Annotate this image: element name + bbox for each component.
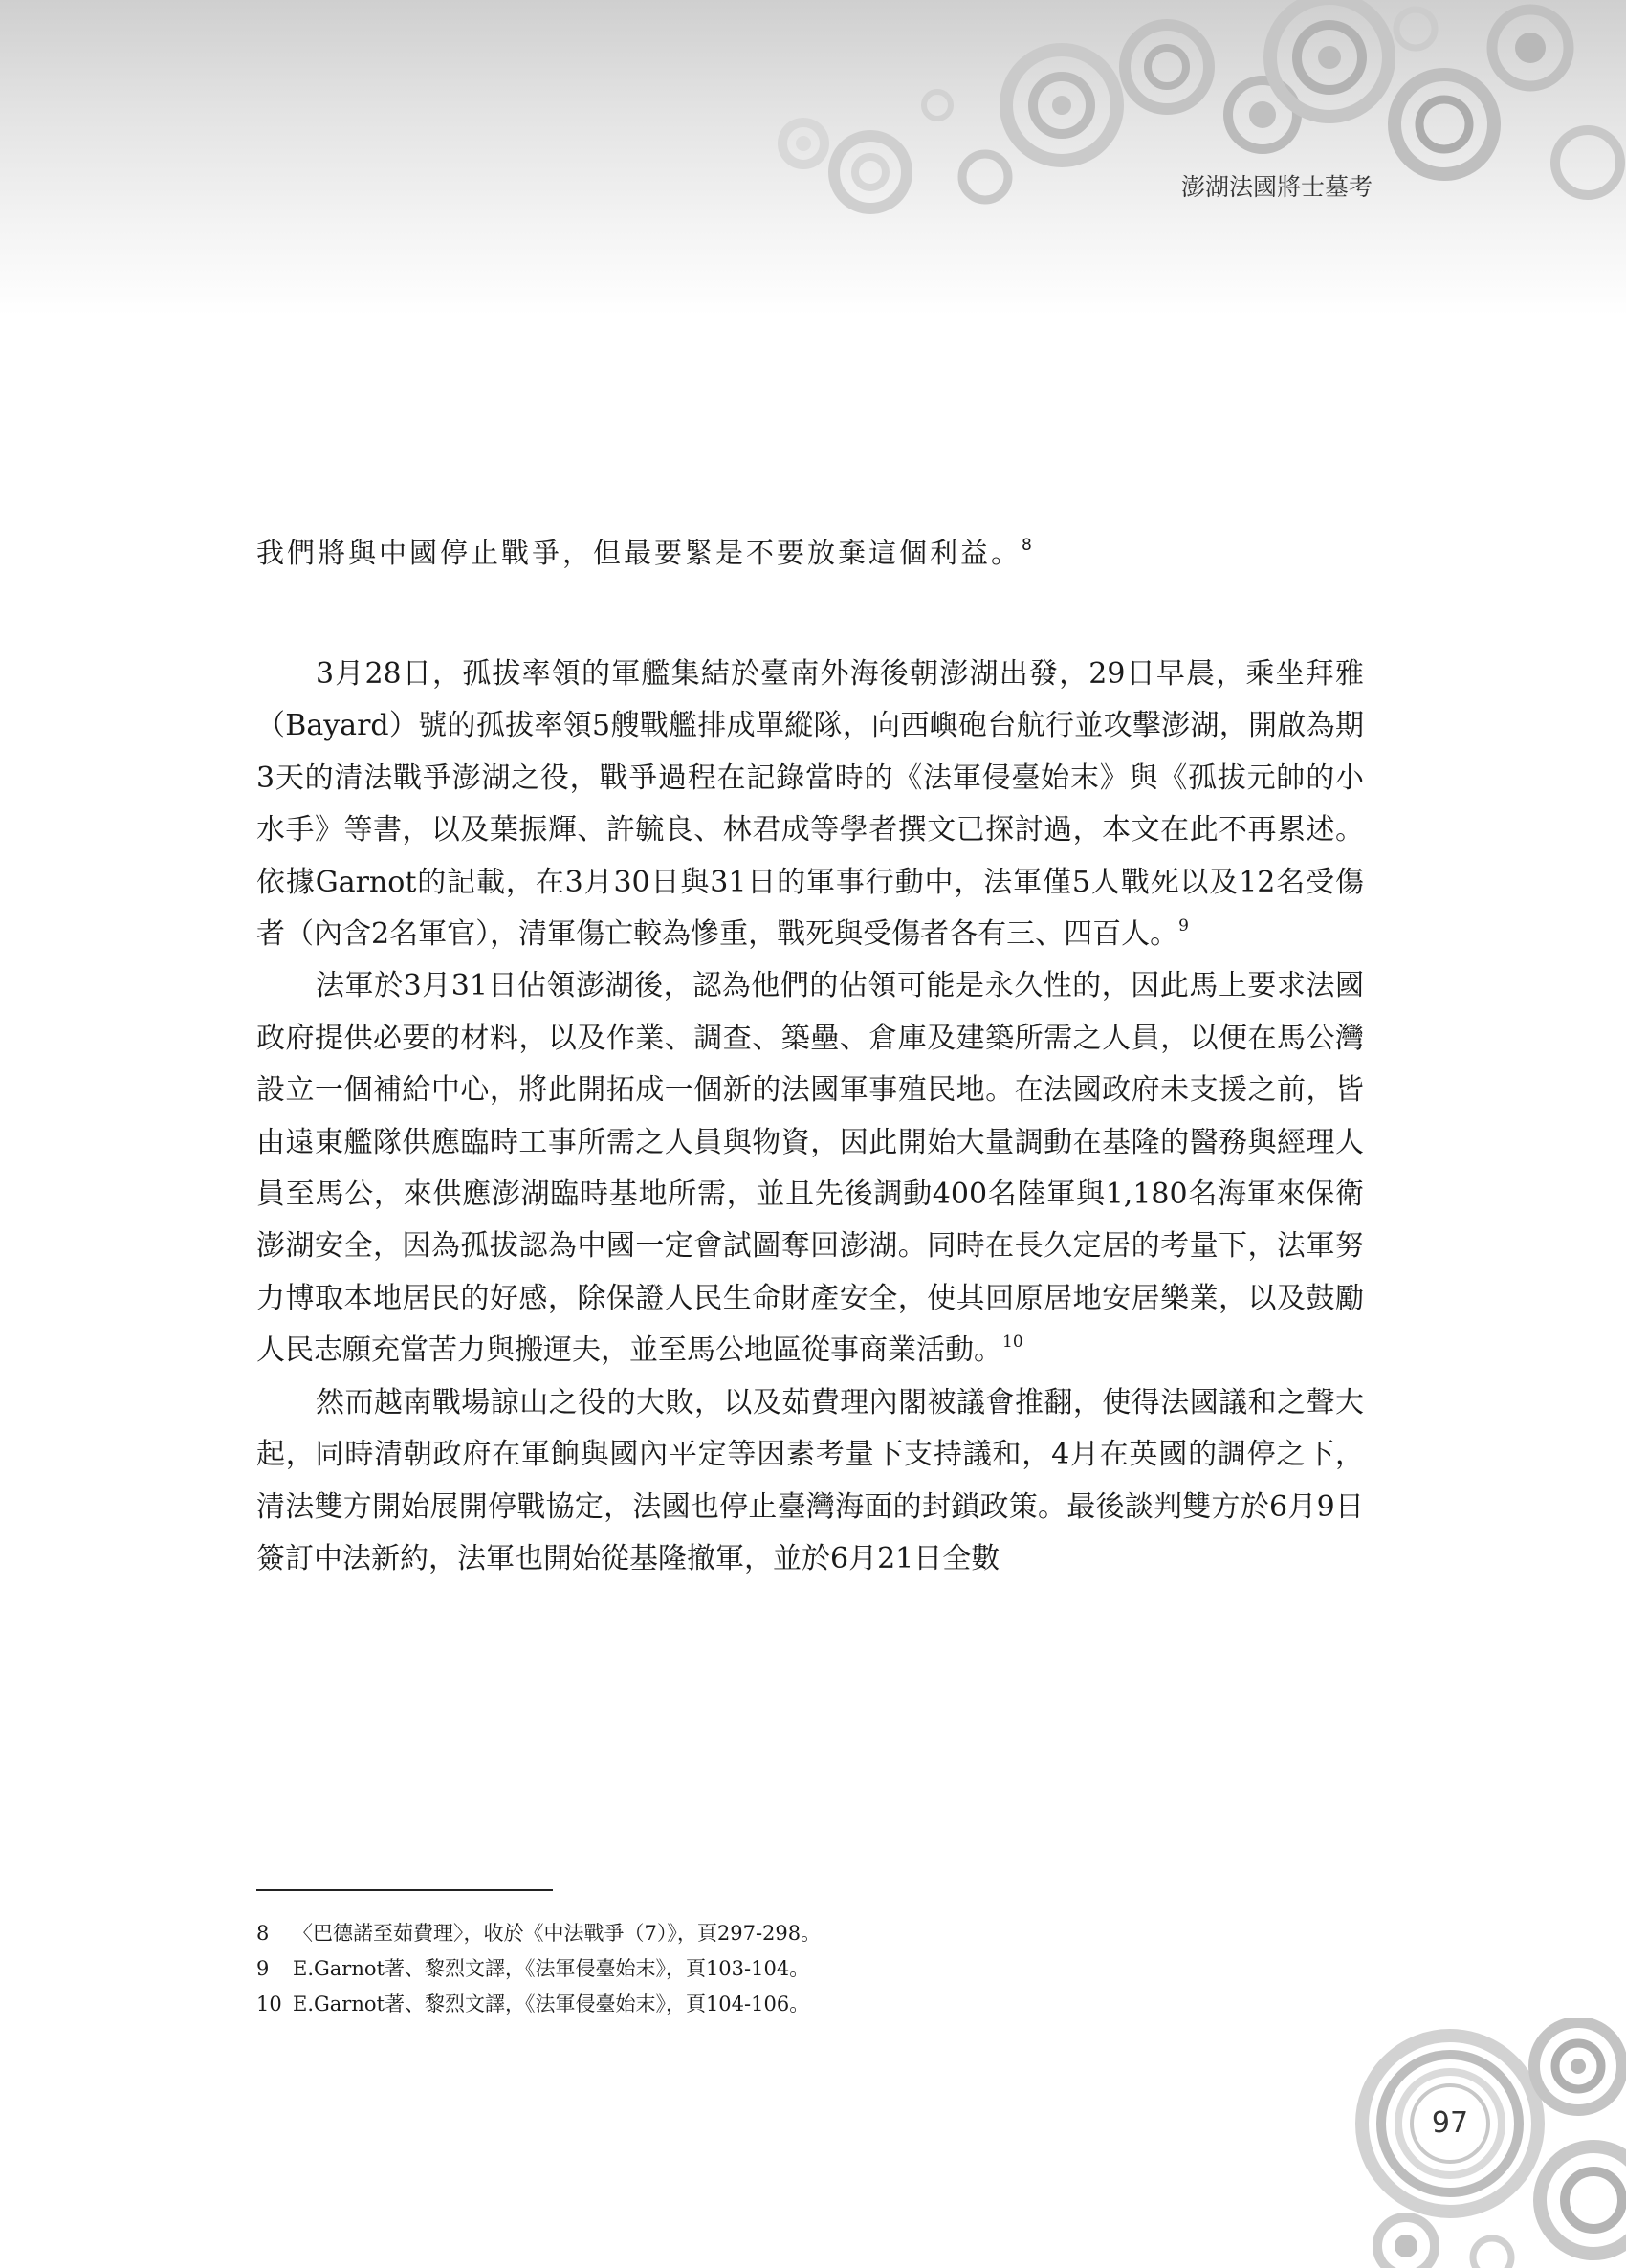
body-paragraph: [256, 1377, 1364, 1586]
footnote: [256, 1987, 1117, 2022]
paragraph-text: 3月28日，孤拔率領的軍艦集結於臺南外海後朝澎湖出發，29日早晨，乘坐拜雅（Bayard）號的孤拔率領5艘戰艦排成單縱隊，向西嶼砲台航行並攻擊澎湖，開啟為期3天的清法戰爭澎湖之役，戰爭過程在記錄當時的《法軍侵臺始末》與《孤拔元帥的小水手》等書，以及葉振輝、許毓良、林君成等學者撰文已探討過，本文在此不再累述。依據Garnot的記載，在3月30日與31日的軍事行動中，法軍僅5人戰死以及12名受傷者（內含2名軍官），清軍傷亡較為慘重，戰死與受傷者各有三、四百人。: [256, 657, 1364, 952]
footnote-number: 10: [256, 1993, 282, 2015]
body-text: [256, 649, 1364, 1585]
footnote-ref: 10: [1002, 1332, 1023, 1353]
header-circles-decoration: [746, 0, 1626, 268]
running-header-title: 澎湖法國將士墓考: [1181, 173, 1373, 201]
paragraph-text: 然而越南戰場諒山之役的大敗，以及茹費理內閣被議會推翻，使得法國議和之聲大起，同時清朝政府在軍餉與國內平定等因素考量下支持議和，4月在英國的調停之下，清法雙方開始展開停戰協定，法國也停止臺灣海面的封鎖政策。最後談判雙方於6月9日簽訂中法新約，法軍也開始從基隆撤軍，並於6月21日全數: [256, 1385, 1364, 1575]
footer-circles-decoration: [1349, 2018, 1626, 2268]
paragraph-text: 法軍於3月31日佔領澎湖後，認為他們的佔領可能是永久性的，因此馬上要求法國政府提供必要的材料，以及作業、調查、築壘、倉庫及建築所需之人員，以便在馬公灣設立一個補給中心，將此開拓成一個新的法國軍事殖民地。在法國政府未支援之前，皆由遠東艦隊供應臨時工事所需之人員與物資，因此開始大量調動在基隆的醫務與經理人員至馬公，來供應澎湖臨時基地所需，並且先後調動400名陸軍與1,180名海軍來保衛澎湖安全，因為孤拔認為中國一定會試圖奪回澎湖。同時在長久定居的考量下，法軍努力博取本地居民的好感，除保證人民生命財產安全，使其回原居地安居樂業，以及鼓勵人民志願充當苦力與搬運夫，並至馬公地區從事商業活動。: [256, 969, 1364, 1368]
footnote-divider: [256, 1889, 553, 1891]
footnote: [256, 1916, 1117, 1951]
footnotes: [256, 1916, 1117, 2022]
footnote-number: 9: [256, 1957, 270, 1980]
quote-line: [256, 529, 1213, 577]
footnote-text: 〈巴德諾至茹費理〉，收於《中法戰爭（7）》，頁297-298。: [293, 1922, 822, 1945]
body-paragraph: [256, 649, 1364, 960]
page-number: 97: [1431, 2106, 1469, 2140]
body-paragraph: [256, 960, 1364, 1376]
footnote-number: 8: [256, 1922, 270, 1945]
footnote-ref: 9: [1178, 916, 1189, 936]
footnote-text: E.Garnot著、黎烈文譯，《法軍侵臺始末》，頁104-106。: [293, 1993, 810, 2015]
footnote-ref: 8: [1022, 536, 1032, 555]
footnote-text: E.Garnot著、黎烈文譯，《法軍侵臺始末》，頁103-104。: [293, 1957, 810, 1980]
quote-text: 我們將與中國停止戰爭，但最要緊是不要放棄這個利益。: [256, 537, 1022, 569]
footnote: [256, 1951, 1117, 1987]
